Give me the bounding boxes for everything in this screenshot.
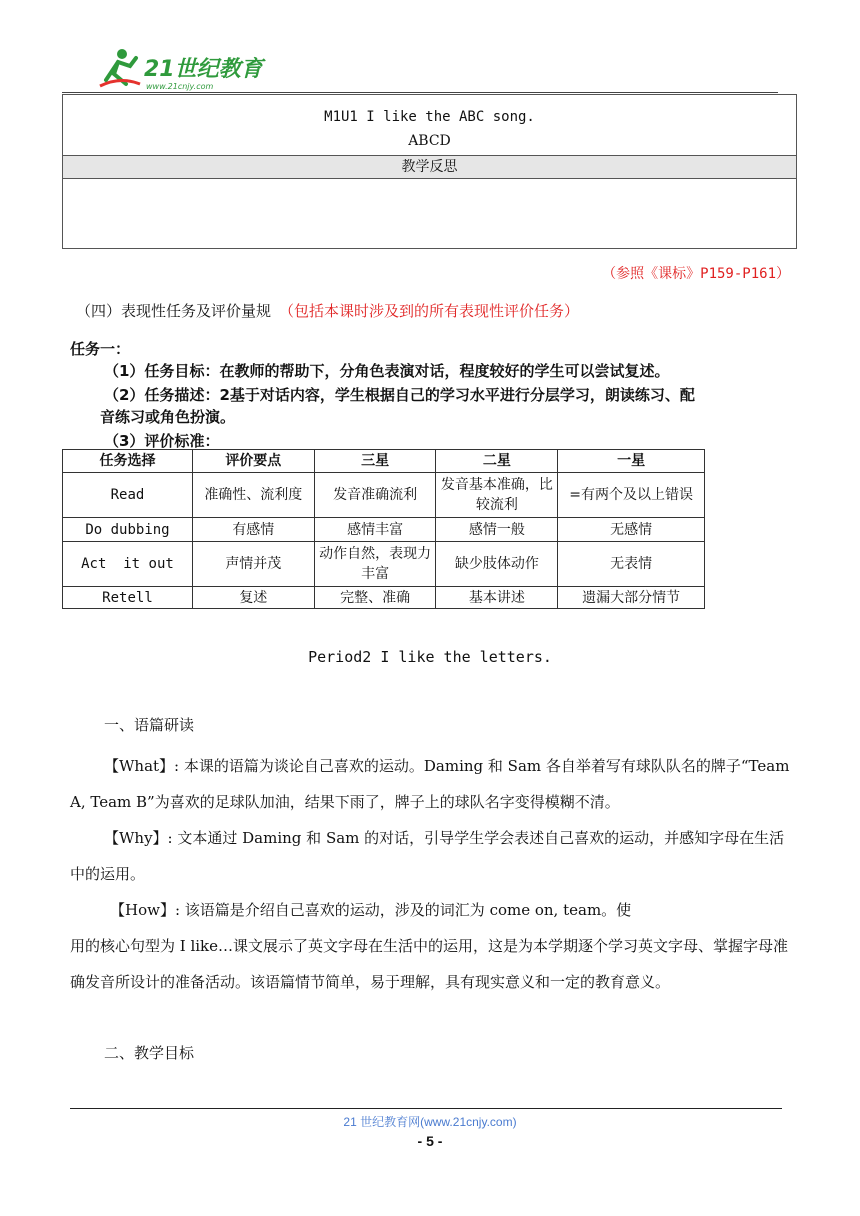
why-paragraph [70,820,790,892]
rubric-cell: 准确性、流利度 [192,473,314,518]
rubric-header-cell: 二星 [436,450,558,473]
what-paragraph [70,748,790,820]
rubric-cell: 遗漏大部分情节 [558,587,705,609]
task1-goal: （1）任务目标：在教师的帮助下，分角色表演对话，程度较好的学生可以尝试复述。 [104,362,670,380]
how-line1: 该语篇是介绍自己喜欢的运动，涉及的词汇为 come on, team。使 [184,901,632,919]
rubric-cell: Read [63,473,193,518]
how-rest: 用的核心句型为 I like…课文展示了英文字母在生活中的运用，这是为本学期逐个学习英文字母、掌握字母准确发音所设计的准备活动。该语篇情节简单，易于理解，具有现实意义和一定的教育意义。 [70,937,789,991]
footer-rule [70,1108,782,1109]
rubric-cell: 基本讲述 [436,587,558,609]
section4-heading [76,300,579,321]
how-paragraph [70,892,790,1000]
rubric-cell: 无感情 [558,518,705,542]
table-row [63,518,705,542]
logo-url-text: www.21cnjy.com [146,82,214,91]
what-label: 【What】: [104,757,180,775]
period-title: Period2 I like the letters. [308,648,552,666]
section4-title: （四）表现性任务及评价量规 [76,302,272,320]
task1-criteria: （3）评价标准： [104,432,220,450]
rubric-cell: 感情丰富 [314,518,436,542]
logo-text: 21世纪教育 [144,57,263,82]
rubric-cell: =有两个及以上错误 [558,473,705,518]
rubric-cell: 缺少肢体动作 [436,542,558,587]
rubric-cell: Retell [63,587,193,609]
rubric-header-row [63,450,705,473]
task1-desc-line2: 音练习或角色扮演。 [100,408,236,426]
rubric-cell: 无表情 [558,542,705,587]
why-text: 文本通过 Daming 和 Sam 的对话，引导学生学会表述自己喜欢的运动，并感知字母在生活中的运用。 [70,829,785,883]
table-row [63,473,705,518]
reference-note: （参照《课标》P159-P161） [602,266,790,282]
rubric-cell: 声情并茂 [192,542,314,587]
footer-site-link[interactable]: 21 世纪教育网(www.21cnjy.com) [343,1115,517,1129]
lesson-title-box [62,94,797,249]
page-number: - 5 - [417,1133,443,1149]
reflection-header: 教学反思 [63,155,796,179]
task1-desc-line1: （2）任务描述：2基于对话内容，学生根据自己的学习水平进行分层学习，朗读练习、配 [104,386,695,404]
rubric-header-cell: 任务选择 [63,450,193,473]
site-logo [96,46,266,94]
section4-note: （包括本课时涉及到的所有表现性评价任务） [279,302,580,320]
rubric-cell: 发音准确流利 [314,473,436,518]
header-rule [62,92,778,93]
runner-logo-icon [96,46,266,94]
why-label: 【Why】: [104,829,173,847]
table-row [63,587,705,609]
rubric-header-cell: 三星 [314,450,436,473]
rubric-cell: 完整、准确 [314,587,436,609]
rubric-table [62,449,705,609]
lesson-subtitle: ABCD [408,133,451,149]
rubric-cell: Do dubbing [63,518,193,542]
rubric-cell: 发音基本准确，比较流利 [436,473,558,518]
rubric-cell: 感情一般 [436,518,558,542]
lesson-title: M1U1 I like the ABC song. [324,109,535,125]
task1-title: 任务一： [70,340,131,358]
rubric-cell: 动作自然，表现力丰富 [314,542,436,587]
rubric-cell: 有感情 [192,518,314,542]
how-label: 【How】: [110,901,181,919]
rubric-cell: 复述 [192,587,314,609]
what-text: 本课的语篇为谈论自己喜欢的运动。Daming 和 Sam 各自举着写有球队队名的牌子“Team A, Team B”为喜欢的足球队加油，结果下雨了，牌子上的球队名字变得模糊不清。 [70,757,790,811]
rubric-header-cell: 一星 [558,450,705,473]
rubric-header-cell: 评价要点 [192,450,314,473]
section1-title: 一、语篇研读 [104,716,195,734]
table-row [63,542,705,587]
rubric-cell: Act it out [63,542,193,587]
section2-title: 二、教学目标 [104,1044,195,1062]
